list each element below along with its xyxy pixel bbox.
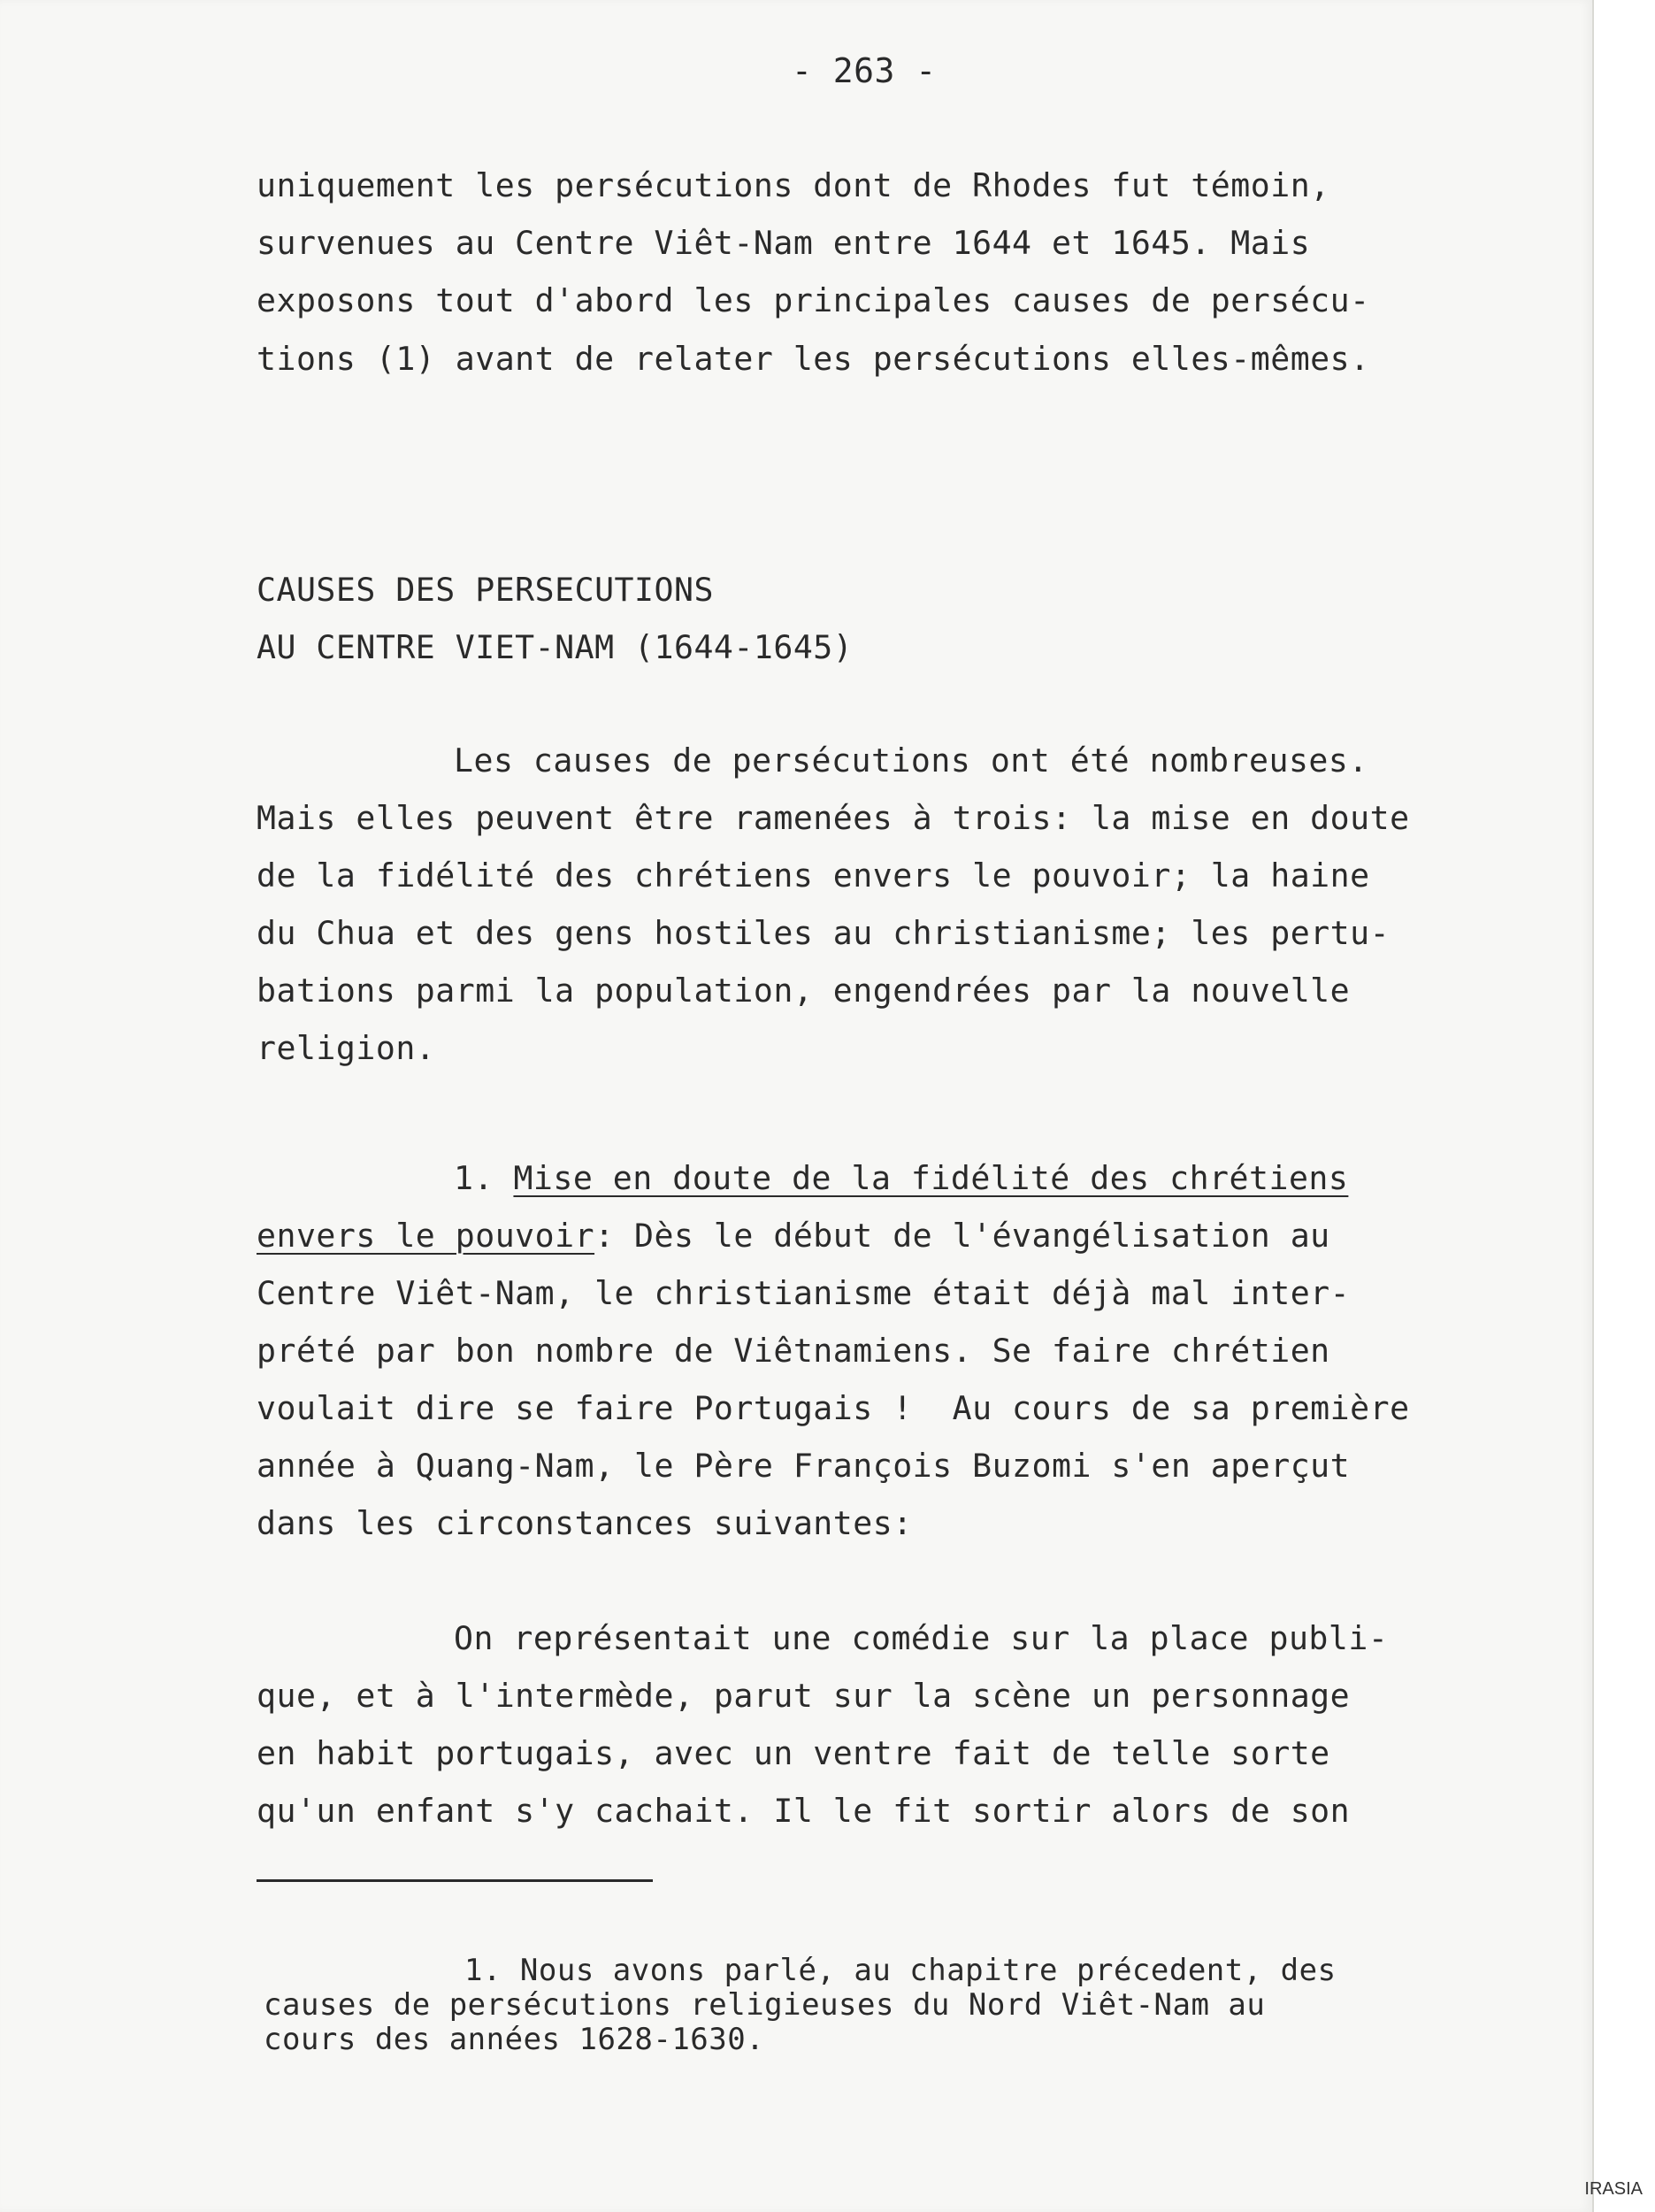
section1-line-6: dans les circonstances suivantes: <box>257 1504 913 1542</box>
page-number: - 263 - <box>792 51 937 90</box>
section1-line-1 <box>257 1217 1330 1255</box>
section1-title-line <box>454 1159 1348 1197</box>
intro-line-3: exposons tout d'abord les principales causes de persécu- <box>257 281 1370 319</box>
archive-watermark-label: IRASIA <box>1584 2179 1643 2199</box>
causes-line-6: religion. <box>257 1029 436 1067</box>
section1-number: 1. <box>454 1159 494 1197</box>
quote-line-2: que, et à l'intermède, parut sur la scène un personnage <box>257 1677 1351 1715</box>
section1-line-3: prété par bon nombre de Viêtnamiens. Se faire chrétien <box>257 1332 1330 1370</box>
footnote-line-2: causes de persécutions religieuses du Nord Viêt-Nam au <box>264 1987 1266 2023</box>
quote-line-3: en habit portugais, avec un ventre fait de telle sorte <box>257 1734 1330 1772</box>
causes-line-5: bations parmi la population, engendrées par la nouvelle <box>257 972 1351 1010</box>
section-heading-line-1: CAUSES DES PERSECUTIONS <box>257 571 714 609</box>
intro-line-2: survenues au Centre Viêt-Nam entre 1644 et 1645. Mais <box>257 224 1311 262</box>
quote-line-4: qu'un enfant s'y cachait. Il le fit sortir alors de son <box>257 1792 1351 1830</box>
section1-line-4: voulait dire se faire Portugais ! Au cours de sa première <box>257 1389 1410 1427</box>
section-heading-line-2: AU CENTRE VIET-NAM (1644-1645) <box>257 628 854 666</box>
causes-line-1: Les causes de persécutions ont été nombreuses. <box>454 741 1368 780</box>
footnote-line-1: 1. Nous avons parlé, au chapitre précedent, des <box>464 1953 1337 1988</box>
section1-line-1-rest: : Dès le début de l'évangélisation au <box>594 1217 1330 1255</box>
footnote-separator <box>257 1879 653 1882</box>
causes-line-3: de la fidélité des chrétiens envers le pouvoir; la haine <box>257 856 1370 895</box>
section1-line-5: année à Quang-Nam, le Père François Buzomi s'en aperçut <box>257 1447 1351 1485</box>
causes-line-2: Mais elles peuvent être ramenées à trois: la mise en doute <box>257 799 1410 837</box>
section1-line-2: Centre Viêt-Nam, le christianisme était déjà mal inter- <box>257 1274 1351 1312</box>
footnote-line-3: cours des années 1628-1630. <box>264 2022 765 2057</box>
intro-line-1: uniquement les persécutions dont de Rhodes fut témoin, <box>257 166 1330 204</box>
intro-line-4: tions (1) avant de relater les persécutions elles-mêmes. <box>257 340 1370 378</box>
causes-line-4: du Chua et des gens hostiles au christianisme; les pertu- <box>257 914 1391 952</box>
quote-line-1: On représentait une comédie sur la place publi- <box>454 1619 1389 1657</box>
section1-title-part1: Mise en doute de la fidélité des chrétiens <box>513 1159 1349 1197</box>
section1-title-part2: envers le pouvoir <box>257 1217 595 1255</box>
